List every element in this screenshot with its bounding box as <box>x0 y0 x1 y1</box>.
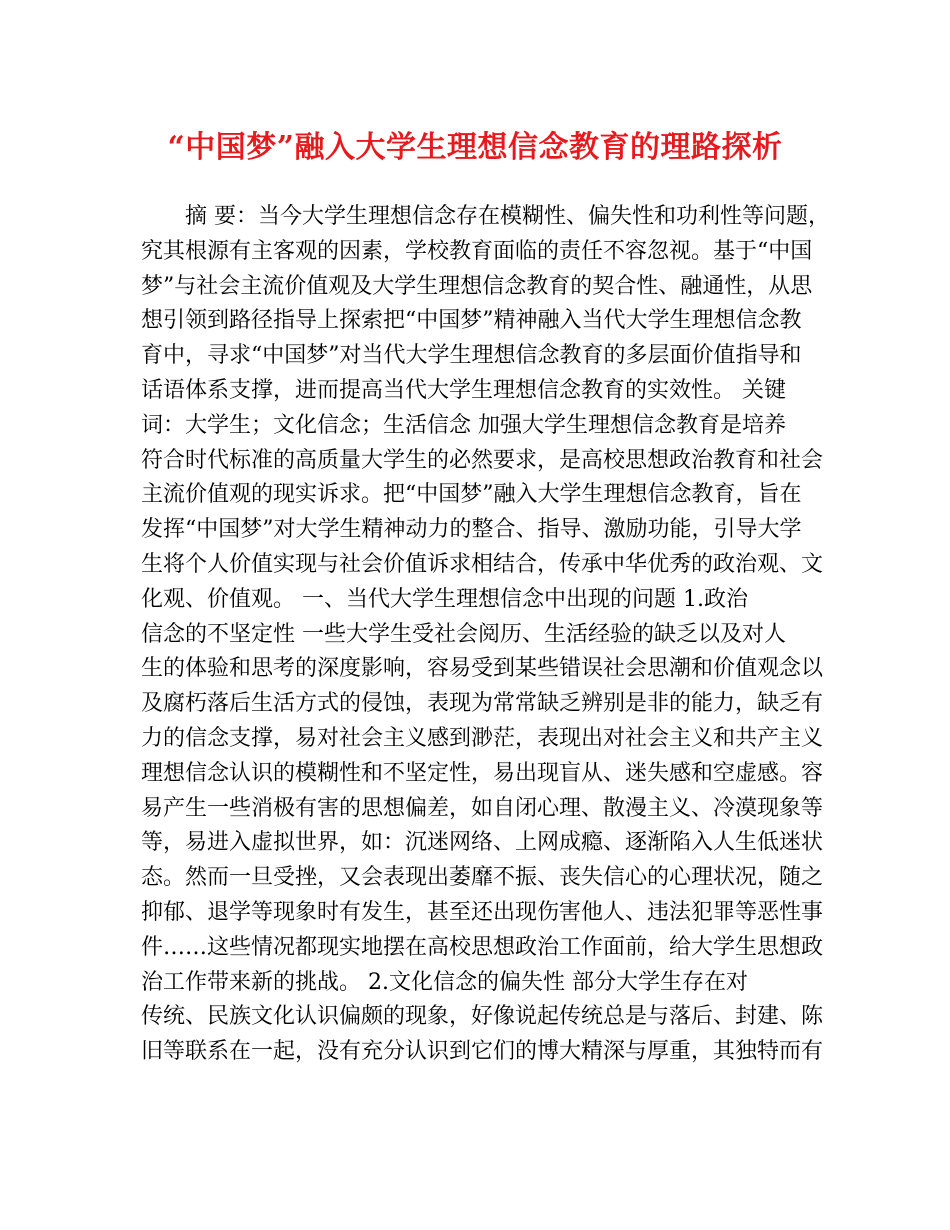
body-line: 生将个人价值实现与社会价值诉求相结合，传承中华优秀的政治观、文 <box>141 551 824 577</box>
body-line: 理想信念认识的模糊性和不坚定性，易出现盲从、迷失感和空虚感。容 <box>141 760 824 786</box>
body-line: 易产生一些消极有害的思想偏差，如自闭心理、散漫主义、冷漠现象等 <box>141 795 824 821</box>
body-line: 等，易进入虚拟世界，如：沉迷网络、上网成瘾、逐渐陷入人生低迷状 <box>141 830 824 856</box>
body-line: 主流价值观的现实诉求。把“中国梦”融入大学生理想信念教育，旨在 <box>141 482 802 508</box>
body-line: 化观、价值观。 一、当代大学生理想信念中出现的问题 1.政治 <box>141 586 748 612</box>
body-line: 传统、民族文化认识偏颇的现象，好像说起传统总是与落后、封建、陈 <box>141 1004 824 1030</box>
body-line: 抑郁、退学等现象时有发生，甚至还出现伤害他人、违法犯罪等恶性事 <box>141 899 824 925</box>
body-line: 究其根源有主客观的因素，学校教育面临的责任不容忽视。基于“中国 <box>141 238 813 264</box>
body-line: 话语体系支撑，进而提高当代大学生理想信念教育的实效性。 关键 <box>141 377 786 403</box>
body-line: 力的信念支撑，易对社会主义感到渺茫，表现出对社会主义和共产主义 <box>141 725 824 751</box>
body-line: 及腐朽落后生活方式的侵蚀，表现为常常缺乏辨别是非的能力，缺乏有 <box>141 691 824 717</box>
body-line: 件……这些情况都现实地摆在高校思想政治工作面前，给大学生思想政 <box>141 934 824 960</box>
body-line: 摘 要：当今大学生理想信念存在模糊性、偏失性和功利性等问题， <box>185 204 830 229</box>
document-title: “中国梦”融入大学生理想信念教育的理路探析 <box>167 130 783 165</box>
body-line: 梦”与社会主流价值观及大学生理想信念教育的契合性、融通性，从思 <box>141 273 813 299</box>
body-line: 治工作带来新的挑战。 2.文化信念的偏失性 部分大学生存在对 <box>141 969 748 995</box>
body-line: 旧等联系在一起，没有充分认识到它们的博大精深与厚重，其独特而有 <box>141 1039 824 1065</box>
body-line: 信念的不坚定性 一些大学生受社会阅历、生活经验的缺乏以及对人 <box>141 621 786 647</box>
body-line: 符合时代标准的高质量大学生的必然要求，是高校思想政治教育和社会 <box>141 447 824 473</box>
body-line: 育中，寻求“中国梦”对当代大学生理想信念教育的多层面价值指导和 <box>141 343 802 369</box>
document-body <box>141 200 830 1070</box>
body-line: 生的体验和思考的深度影响，容易受到某些错误社会思潮和价值观念以 <box>141 656 824 682</box>
body-line: 态。然而一旦受挫，又会表现出萎靡不振、丧失信心的心理状况，随之 <box>141 865 824 891</box>
body-line: 发挥“中国梦”对大学生精神动力的整合、指导、激励功能，引导大学 <box>141 517 802 543</box>
body-line: 想引领到路径指导上探索把“中国梦”精神融入当代大学生理想信念教 <box>141 308 802 334</box>
body-line: 词：大学生；文化信念；生活信念 加强大学生理想信念教育是培养 <box>141 412 786 438</box>
